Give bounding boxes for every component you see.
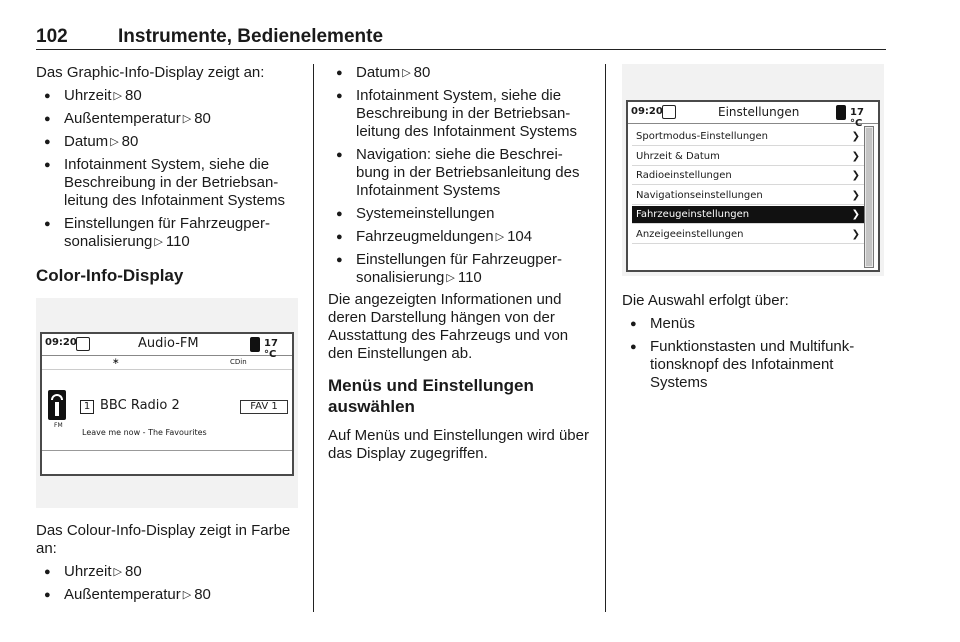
list-item <box>36 586 302 604</box>
section-heading: Menüs und Einstellungen auswählen <box>328 376 534 416</box>
page-ref[interactable]: 80 <box>124 87 142 104</box>
bullet-icon: ● <box>336 67 343 79</box>
clock-time: 09:20 <box>631 106 663 117</box>
chevron-right-icon: ❯ <box>851 228 860 240</box>
chevron-right-icon: ❯ <box>851 131 860 142</box>
bullet-icon: ● <box>630 318 637 330</box>
list-item <box>328 205 596 223</box>
page-ref-arrow-icon: ▷ <box>402 67 411 79</box>
menu-item-label: Navigationseinstellungen <box>636 189 763 201</box>
chapter-title: Instrumente, Bedienelemente <box>118 26 384 47</box>
cdin-label: CDin <box>230 358 247 366</box>
column-divider <box>313 64 314 612</box>
page-ref-arrow-icon: ▷ <box>495 231 505 243</box>
settings-screen <box>626 100 880 272</box>
source-row <box>42 358 292 370</box>
list-item <box>622 338 886 392</box>
menu-item[interactable] <box>632 187 864 205</box>
column-divider <box>605 64 606 612</box>
column-3 <box>622 292 886 392</box>
checkmark-icon <box>662 105 676 119</box>
chevron-right-icon: ❯ <box>851 189 860 201</box>
bullet-icon: ● <box>630 341 637 353</box>
bluetooth-icon: ∗ <box>112 357 120 367</box>
preset-number: 1 <box>80 400 94 414</box>
page-ref-arrow-icon: ▷ <box>446 272 455 284</box>
page-ref[interactable]: 80 <box>194 110 211 127</box>
bullet-list <box>622 315 886 392</box>
page-ref[interactable]: 110 <box>457 269 482 286</box>
band-label: FM <box>54 422 63 429</box>
menu-item[interactable] <box>632 148 864 166</box>
intro-text: Das Graphic-Info-Display zeigt an: <box>36 64 265 81</box>
list-item <box>36 563 302 581</box>
list-item-text: Infotainment System, siehe die Beschreibung in der Betriebsan-leitung des Infotainment Systems <box>356 87 577 140</box>
list-item <box>328 87 596 141</box>
bullet-list <box>36 87 302 251</box>
menu-item[interactable] <box>632 206 864 224</box>
status-bar <box>628 102 878 129</box>
list-item-text: Uhrzeit <box>64 563 112 580</box>
page-number: 102 <box>36 26 68 47</box>
fm-antenna-icon <box>48 390 66 420</box>
list-item <box>36 156 302 210</box>
page-ref-arrow-icon: ▷ <box>182 589 192 601</box>
column-1-bottom <box>36 522 302 604</box>
list-item <box>36 133 302 151</box>
page-ref[interactable]: 80 <box>413 64 431 81</box>
menu-item-label: Radioeinstellungen <box>636 170 732 181</box>
list-item <box>328 228 596 246</box>
bullet-icon: ● <box>44 159 51 171</box>
bullet-icon: ● <box>336 90 343 102</box>
list-item <box>36 87 302 105</box>
page-ref[interactable]: 80 <box>194 586 211 603</box>
list-item-text: Navigation: siehe die Beschrei-bung in der Betriebsanleitung des Infotainment Systems <box>356 146 580 199</box>
bullet-icon: ● <box>336 231 343 243</box>
page-ref-arrow-icon: ▷ <box>110 136 119 148</box>
page-ref-arrow-icon: ▷ <box>113 566 122 578</box>
chevron-right-icon: ❯ <box>851 150 860 162</box>
bullet-icon: ● <box>44 136 51 148</box>
page-header <box>36 26 886 50</box>
bullet-list <box>36 563 302 604</box>
thermometer-icon <box>836 105 846 120</box>
list-item <box>328 64 596 82</box>
page-ref[interactable]: 80 <box>124 563 142 580</box>
list-item-text: Einstellungen für Fahrzeugper-sonalisierung <box>64 215 270 250</box>
song-info: Leave me now - The Favourites <box>82 428 207 437</box>
menu-item[interactable] <box>632 167 864 185</box>
list-item <box>328 146 596 200</box>
bullet-icon: ● <box>44 566 51 578</box>
list-item-text: Datum <box>64 133 109 150</box>
scrollbar[interactable] <box>864 126 874 268</box>
bullet-icon: ● <box>44 90 51 102</box>
menu-item-label: Uhrzeit & Datum <box>636 150 720 162</box>
list-item <box>36 215 302 251</box>
temperature: 17 °C <box>264 338 278 360</box>
page-ref-arrow-icon: ▷ <box>182 113 192 125</box>
clock-time: 09:20 <box>45 337 77 348</box>
chevron-right-icon: ❯ <box>851 209 860 220</box>
page-ref-arrow-icon: ▷ <box>113 90 122 102</box>
menu-item-label: Sportmodus-Einstellungen <box>636 131 768 142</box>
list-item-text: Fahrzeugmeldungen <box>356 228 494 245</box>
audio-screen <box>40 332 294 476</box>
paragraph: Auf Menüs und Einstellungen wird über das Display zugegriffen. <box>328 427 589 462</box>
audio-display-figure <box>36 298 298 508</box>
paragraph: Die angezeigten Informationen und deren Darstellung hängen von der Ausstattung des Fahrzeugs und von den Einstellungen ab. <box>328 291 569 362</box>
bullet-list <box>328 64 596 287</box>
bullet-icon: ● <box>44 113 51 125</box>
bullet-icon: ● <box>336 149 343 161</box>
fav-button[interactable]: FAV 1 <box>240 400 288 414</box>
menu-item[interactable] <box>632 128 864 146</box>
divider <box>42 450 292 451</box>
menu-item-label: Fahrzeugeinstellungen <box>636 209 750 220</box>
list-item <box>36 110 302 128</box>
chevron-right-icon: ❯ <box>851 170 860 181</box>
list-item-text: Außentemperatur <box>64 586 181 603</box>
menu-item-label: Anzeigeeinstellungen <box>636 228 744 240</box>
bullet-icon: ● <box>44 589 51 601</box>
bullet-icon: ● <box>336 254 343 266</box>
screen-title: Einstellungen <box>718 105 800 119</box>
list-item-text: Menüs <box>650 315 696 332</box>
column-2 <box>328 64 596 463</box>
screen-title: Audio-FM <box>138 336 199 351</box>
list-item-text: Infotainment System, siehe die Beschreibung in der Betriebsan-leitung des Infotainment Systems <box>64 156 285 209</box>
list-item-text: Funktionstasten und Multifunk-tionsknopf des Infotainment Systems <box>650 338 855 391</box>
temperature: 17 °C <box>850 107 864 129</box>
page-ref-arrow-icon: ▷ <box>154 236 163 248</box>
list-item-text: Einstellungen für Fahrzeugper-sonalisierung <box>356 251 562 286</box>
settings-display-figure <box>622 64 884 276</box>
list-item-text: Datum <box>356 64 401 81</box>
status-bar <box>42 334 292 360</box>
list-item-text: Systemeinstellungen <box>356 205 495 222</box>
bullet-icon: ● <box>336 208 343 220</box>
list-item <box>622 315 886 333</box>
scrollbar-thumb[interactable] <box>866 128 872 266</box>
list-item <box>328 251 596 287</box>
checkmark-icon <box>76 337 90 351</box>
list-item-text: Uhrzeit <box>64 87 112 104</box>
station-name: BBC Radio 2 <box>100 398 180 413</box>
column-1 <box>36 64 302 286</box>
caption-text: Das Colour-Info-Display zeigt in Farbe an: <box>36 522 291 557</box>
page-ref[interactable]: 110 <box>165 233 190 250</box>
page-ref[interactable]: 104 <box>507 228 533 245</box>
intro-text: Die Auswahl erfolgt über: <box>622 292 789 309</box>
thermometer-icon <box>250 337 260 352</box>
page-ref[interactable]: 80 <box>121 133 139 150</box>
section-heading: Color-Info-Display <box>36 266 184 285</box>
list-item-text: Außentemperatur <box>64 110 181 127</box>
bullet-icon: ● <box>44 218 51 230</box>
menu-item[interactable] <box>632 226 864 244</box>
